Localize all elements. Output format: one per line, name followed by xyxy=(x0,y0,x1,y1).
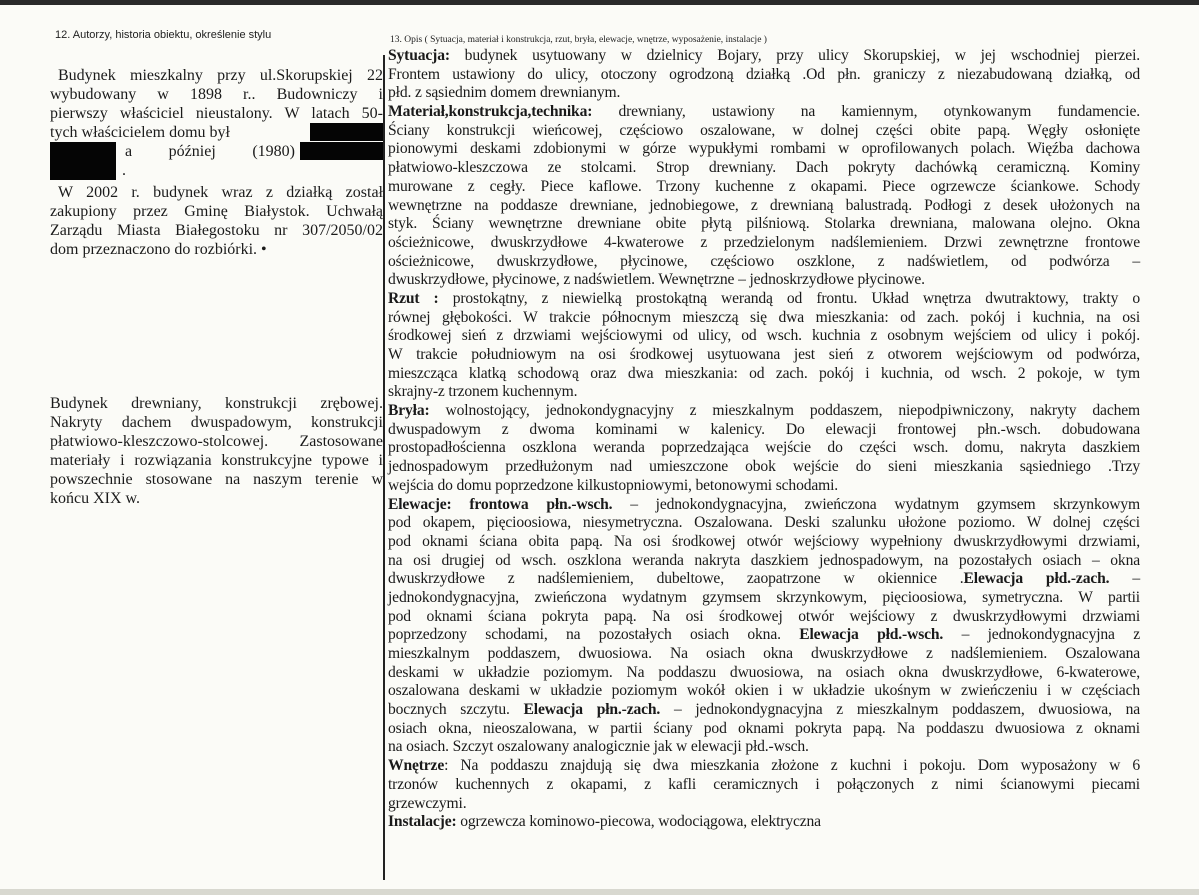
history-line: Budynek mieszkalny przy ul.Skorupskiej 22 xyxy=(58,67,383,84)
description-text-run: trzonów kuchennych z okapami, z kafli ceramicznych i połączonych z nimi ścianowymi piecami xyxy=(388,775,1140,793)
description-text-run: na osi drugiej od wsch. oszklona weranda nakryta daszkiem jednospadowym, na pozostałych osiach – okna xyxy=(388,551,1140,569)
description-line xyxy=(388,346,1140,365)
description-text-run: Ściany konstrukcji wieńcowej, częściowo oszalowane, w dolnej części obite papą. Węgły osłonięte xyxy=(388,121,1140,139)
description-line xyxy=(388,626,1140,645)
description-text-run: osiach okna, nieoszalowana, w partii ściany pod oknami pokryta papą. Na poddaszu dwuosiowa z oknami xyxy=(388,719,1140,737)
scan-bottom-edge xyxy=(0,889,1199,895)
history-line: wybudowany w 1898 r.. Budowniczy i xyxy=(50,86,383,103)
description-line xyxy=(388,197,1140,216)
description-text-run: płatwiowo-kleszczowa ze stolcami. Strop drewniany. Dach pokryty dachówką ceramiczną. Kominy xyxy=(388,159,1140,177)
style-line: Nakryty dachem dwuspadowym, konstrukcji xyxy=(50,414,383,431)
description-text-run: styk. Ściany wewnętrzne drewniane obite płytą pilśniową. Stolarka drewniana, malowana olejno. Okna xyxy=(388,215,1140,233)
history-line: Zarządu Miasta Białegostoku nr 307/2050/02 xyxy=(50,222,383,239)
description-line xyxy=(388,178,1140,197)
description-text-run: grzewczymi. xyxy=(388,794,467,812)
history-line: dom przeznaczono do rozbiórki. • xyxy=(50,241,267,258)
section-label: Elewacje: frontowa płn.-wsch. xyxy=(388,495,613,513)
history-line: a później (1980) xyxy=(125,143,295,160)
description-text-run: dwuskrzydłowe z nadślemieniem, dubeltowe, zaopatrzone w okiennice . xyxy=(388,570,964,588)
style-line: Budynek drewniany, konstrukcji zrębowej. xyxy=(50,395,383,412)
description-text-run: pionowymi deskami zdobionymi w górze wypukłymi rombami w oprofilowanych polach. Więźba dachowa xyxy=(388,140,1140,158)
description-line xyxy=(388,813,1140,832)
section-label: Elewacja płd.-wsch. xyxy=(799,626,944,644)
description-text-run: drewniany, ustawiony na kamiennym, otynkowanym fundamencie. xyxy=(592,103,1140,121)
description-text-run: murowane z cegły. Piece kaflowe. Trzony kuchenne z okapami. Piece ogrzewcze ściankowe. Schody xyxy=(388,177,1140,195)
description-text-run: równej głębokości. W trakcie północnym mieszczą się dwa mieszkania: od zach. pokój i kuchnia, na osi xyxy=(388,308,1140,326)
description-line xyxy=(388,290,1140,309)
description-text-run: wewnętrzne na poddasze drewniane, jednobiegowe, z drewnianą balustradą. Podłogi z desek ułożonych na xyxy=(388,196,1140,214)
description-line xyxy=(388,421,1140,440)
description-text-run: pod okapem, pięcioosiowa, niesymetryczna. Oszalowana. Deski szalunku ułożone poziomo. W dolnej części xyxy=(388,514,1140,532)
description-line xyxy=(388,720,1140,739)
scan-top-edge xyxy=(0,0,1199,5)
description-text-run: ogrzewcza kominowo-piecowa, wodociągowa, elektryczna xyxy=(456,813,821,831)
description-text-run: pod oknami ściana obita papą. Na osi środkowej otwór wejściowy wypełniony dwuskrzydłowymi drzwiami, xyxy=(388,532,1140,550)
description-line xyxy=(388,103,1140,122)
description-line xyxy=(388,327,1140,346)
description-line xyxy=(388,477,1140,496)
description-line xyxy=(388,234,1140,253)
description-text-run: dwuskrzydłowe, płycinowe, z nadświetlem. Wewnętrzne – jednoskrzydłowe płycinowe. xyxy=(388,271,925,289)
description-line xyxy=(388,570,1140,589)
redaction-box xyxy=(300,142,383,160)
history-line: tych właścicielem domu był xyxy=(50,124,230,141)
description-line xyxy=(388,496,1140,515)
description-line xyxy=(388,458,1140,477)
section-label: Rzut : xyxy=(388,289,439,307)
description-line xyxy=(388,682,1140,701)
description-text-run: prostopadłościenna oszklona weranda poprzedzająca wejście do części wsch. domu, nakryta daszkiem xyxy=(388,439,1140,457)
section-label: Wnętrze xyxy=(388,757,445,775)
section-label: Bryła: xyxy=(388,402,430,420)
section-label: Elewacja płd.-zach. xyxy=(963,570,1110,588)
description-text-run: poprzedzony schodami, na pozostałych osiach okna. xyxy=(388,626,800,644)
description-text-run: na osiach. Szczyt oszalowany analogicznie jak w elewacji płd.-wsch. xyxy=(388,738,809,756)
description-text-run: dwuspadowym z dwoma kominami w kalenicy. Do elewacji frontowej płn.-wsch. dobudowana xyxy=(388,420,1140,438)
description-line xyxy=(388,383,1140,402)
section-12-heading: 12. Autorzy, historia obiektu, określenie stylu xyxy=(55,29,272,41)
description-line xyxy=(388,589,1140,608)
description-text-run: – jednokondygnacyjna z mieszkalnym poddaszem, dwuosiowa, na xyxy=(660,701,1140,719)
description-text-run: bocznych szczytu. xyxy=(388,701,524,719)
description-line xyxy=(388,215,1140,234)
description-text-run: wolnostojący, jednokondygnacyjny z mieszkalnym poddaszem, niepodpiwniczony, nakryty dachem xyxy=(429,402,1140,420)
description-line xyxy=(388,645,1140,664)
description-line xyxy=(388,271,1140,290)
description-text-run: Frontem ustawiony do ulicy, otoczony ogrodzoną działką .Od płn. graniczy z niezabudowaną działką, od xyxy=(388,65,1140,83)
description-line xyxy=(388,122,1140,141)
description-text-run: budynek usytuowany w dzielnicy Bojary, przy ulicy Skorupskiej, w jej wschodniej pierzei. xyxy=(449,47,1140,64)
description-line xyxy=(388,66,1140,85)
description-text-run: – jednokondygnacyjna, zwieńczona wydatnym gzymsem skrzynkowym xyxy=(612,495,1140,513)
description-line xyxy=(388,664,1140,683)
style-line: końcu XIX w. xyxy=(50,490,141,507)
description-text-run: – jednokondygnacyjna z xyxy=(943,626,1140,644)
description-text-run: płd. z sąsiednim domem drewnianym. xyxy=(388,84,621,102)
redaction-box xyxy=(310,123,383,141)
description-line xyxy=(388,608,1140,627)
description-text-run: : Na poddaszu znajdują się dwa mieszkania złożone z kuchni i pokoju. Dom wyposażony w 6 xyxy=(444,757,1140,775)
section-label: Elewacja płn.-zach. xyxy=(523,701,661,719)
column-divider xyxy=(383,55,385,880)
description-text-run: mieszcząca klatką schodową oraz dwa mieszkania: od zach. pokój i kuchnia, od wsch. 2 pokoje, w tym xyxy=(388,364,1140,382)
description-text-run: jednospadowym przedłużonym nad umieszczone obok wejście do sieni mieszkania sąsiedniego .Trzy xyxy=(388,458,1140,476)
style-line: materiały i rozwiązania konstrukcyjne typowe i xyxy=(50,452,383,469)
description-line xyxy=(388,439,1140,458)
description-line xyxy=(388,738,1140,757)
style-text xyxy=(50,394,383,508)
section-13-heading: 13. Opis ( Sytuacja, materiał i konstrukcja, rzut, bryła, elewacje, wnętrze, wyposażenie, instalacje ) xyxy=(390,35,767,45)
description-line xyxy=(388,309,1140,328)
description-text-run: skrajny-z trzonem kuchennym. xyxy=(388,383,578,401)
history-line: . xyxy=(122,162,126,179)
description-text-run: W trakcie południowym na osi środkowej usytuowana jest sień z otworem wejściowym od podwórza, xyxy=(388,346,1140,363)
description-text-run: ościeżnicowe, dwuskrzydłowe, płycinowe, częściowo oszklone, z nadświetlem, od podwórza – xyxy=(388,252,1140,270)
description-line xyxy=(388,47,1140,66)
description-line xyxy=(388,757,1140,776)
style-line: płatwiowo-kleszczowo-stolcowej. Zastosowane xyxy=(50,433,383,450)
description-text xyxy=(388,47,1140,832)
section-label: Sytuacja: xyxy=(388,47,450,64)
description-text-run: ościeżnicowe, dwuskrzydłowe 4-kwaterowe z przedzielonym nadślemieniem. Drzwi zewnętrzne frontowe xyxy=(388,233,1140,251)
description-text-run: wejścia do domu poprzedzone kilkustopniowymi, betonowymi schodami. xyxy=(388,476,839,494)
description-line xyxy=(388,159,1140,178)
history-line: pierwszy właściciel nieustalony. W latach 50- xyxy=(50,105,383,122)
description-text-run: pod oknami ściana pokryta papą. Na osi środkowej otwór wejściowy z dwuskrzydłowymi drzwiami xyxy=(388,607,1140,625)
history-line: W 2002 r. budynek wraz z działką został xyxy=(58,184,383,201)
description-line xyxy=(388,365,1140,384)
description-text-run: mieszkalnym poddaszem, dwuosiowa. Na osiach okna dwuskrzydłowe z nadślemieniem. Oszalowana xyxy=(388,645,1140,662)
style-line: powszechnie stosowane na naszym terenie w xyxy=(50,471,383,488)
description-line xyxy=(388,140,1140,159)
description-line xyxy=(388,776,1140,795)
description-line xyxy=(388,533,1140,552)
description-line xyxy=(388,701,1140,720)
description-line xyxy=(388,552,1140,571)
description-text-run: deskami w układzie poziomym. Na poddaszu dwuosiowa, na osiach okna dwuskrzydłowe, 6-kwaterowe, xyxy=(388,663,1140,681)
description-line xyxy=(388,795,1140,814)
description-line xyxy=(388,84,1140,103)
description-text-run: prostokątny, z niewielką prostokątną werandą od frontu. Układ wnętrza dwutraktowy, trakty o xyxy=(438,289,1140,307)
description-text-run: środkowej sień z drzwiami wejściowymi od ulicy, od wsch. kuchnia z osobnym wejściem od ulicy i pokój. xyxy=(388,327,1140,345)
description-line xyxy=(388,402,1140,421)
history-line: zakupiony przez Gminę Białystok. Uchwałą xyxy=(50,203,383,220)
description-line xyxy=(388,253,1140,272)
redaction-box xyxy=(50,142,116,180)
section-label: Materiał,konstrukcja,technika: xyxy=(388,103,593,121)
section-label: Instalacje: xyxy=(388,813,457,831)
description-line xyxy=(388,514,1140,533)
description-text-run: oszalowana deskami w układzie poziomym wokół okien i w układzie ukośnym w zwieńczeniu i w częściach xyxy=(388,682,1140,700)
description-text-run: – xyxy=(1109,570,1140,588)
description-text-run: jednokondygnacyjna, zwieńczona wydatnym gzymsem skrzynkowym, pięcioosiowa, symetryczna. W partii xyxy=(388,588,1140,606)
